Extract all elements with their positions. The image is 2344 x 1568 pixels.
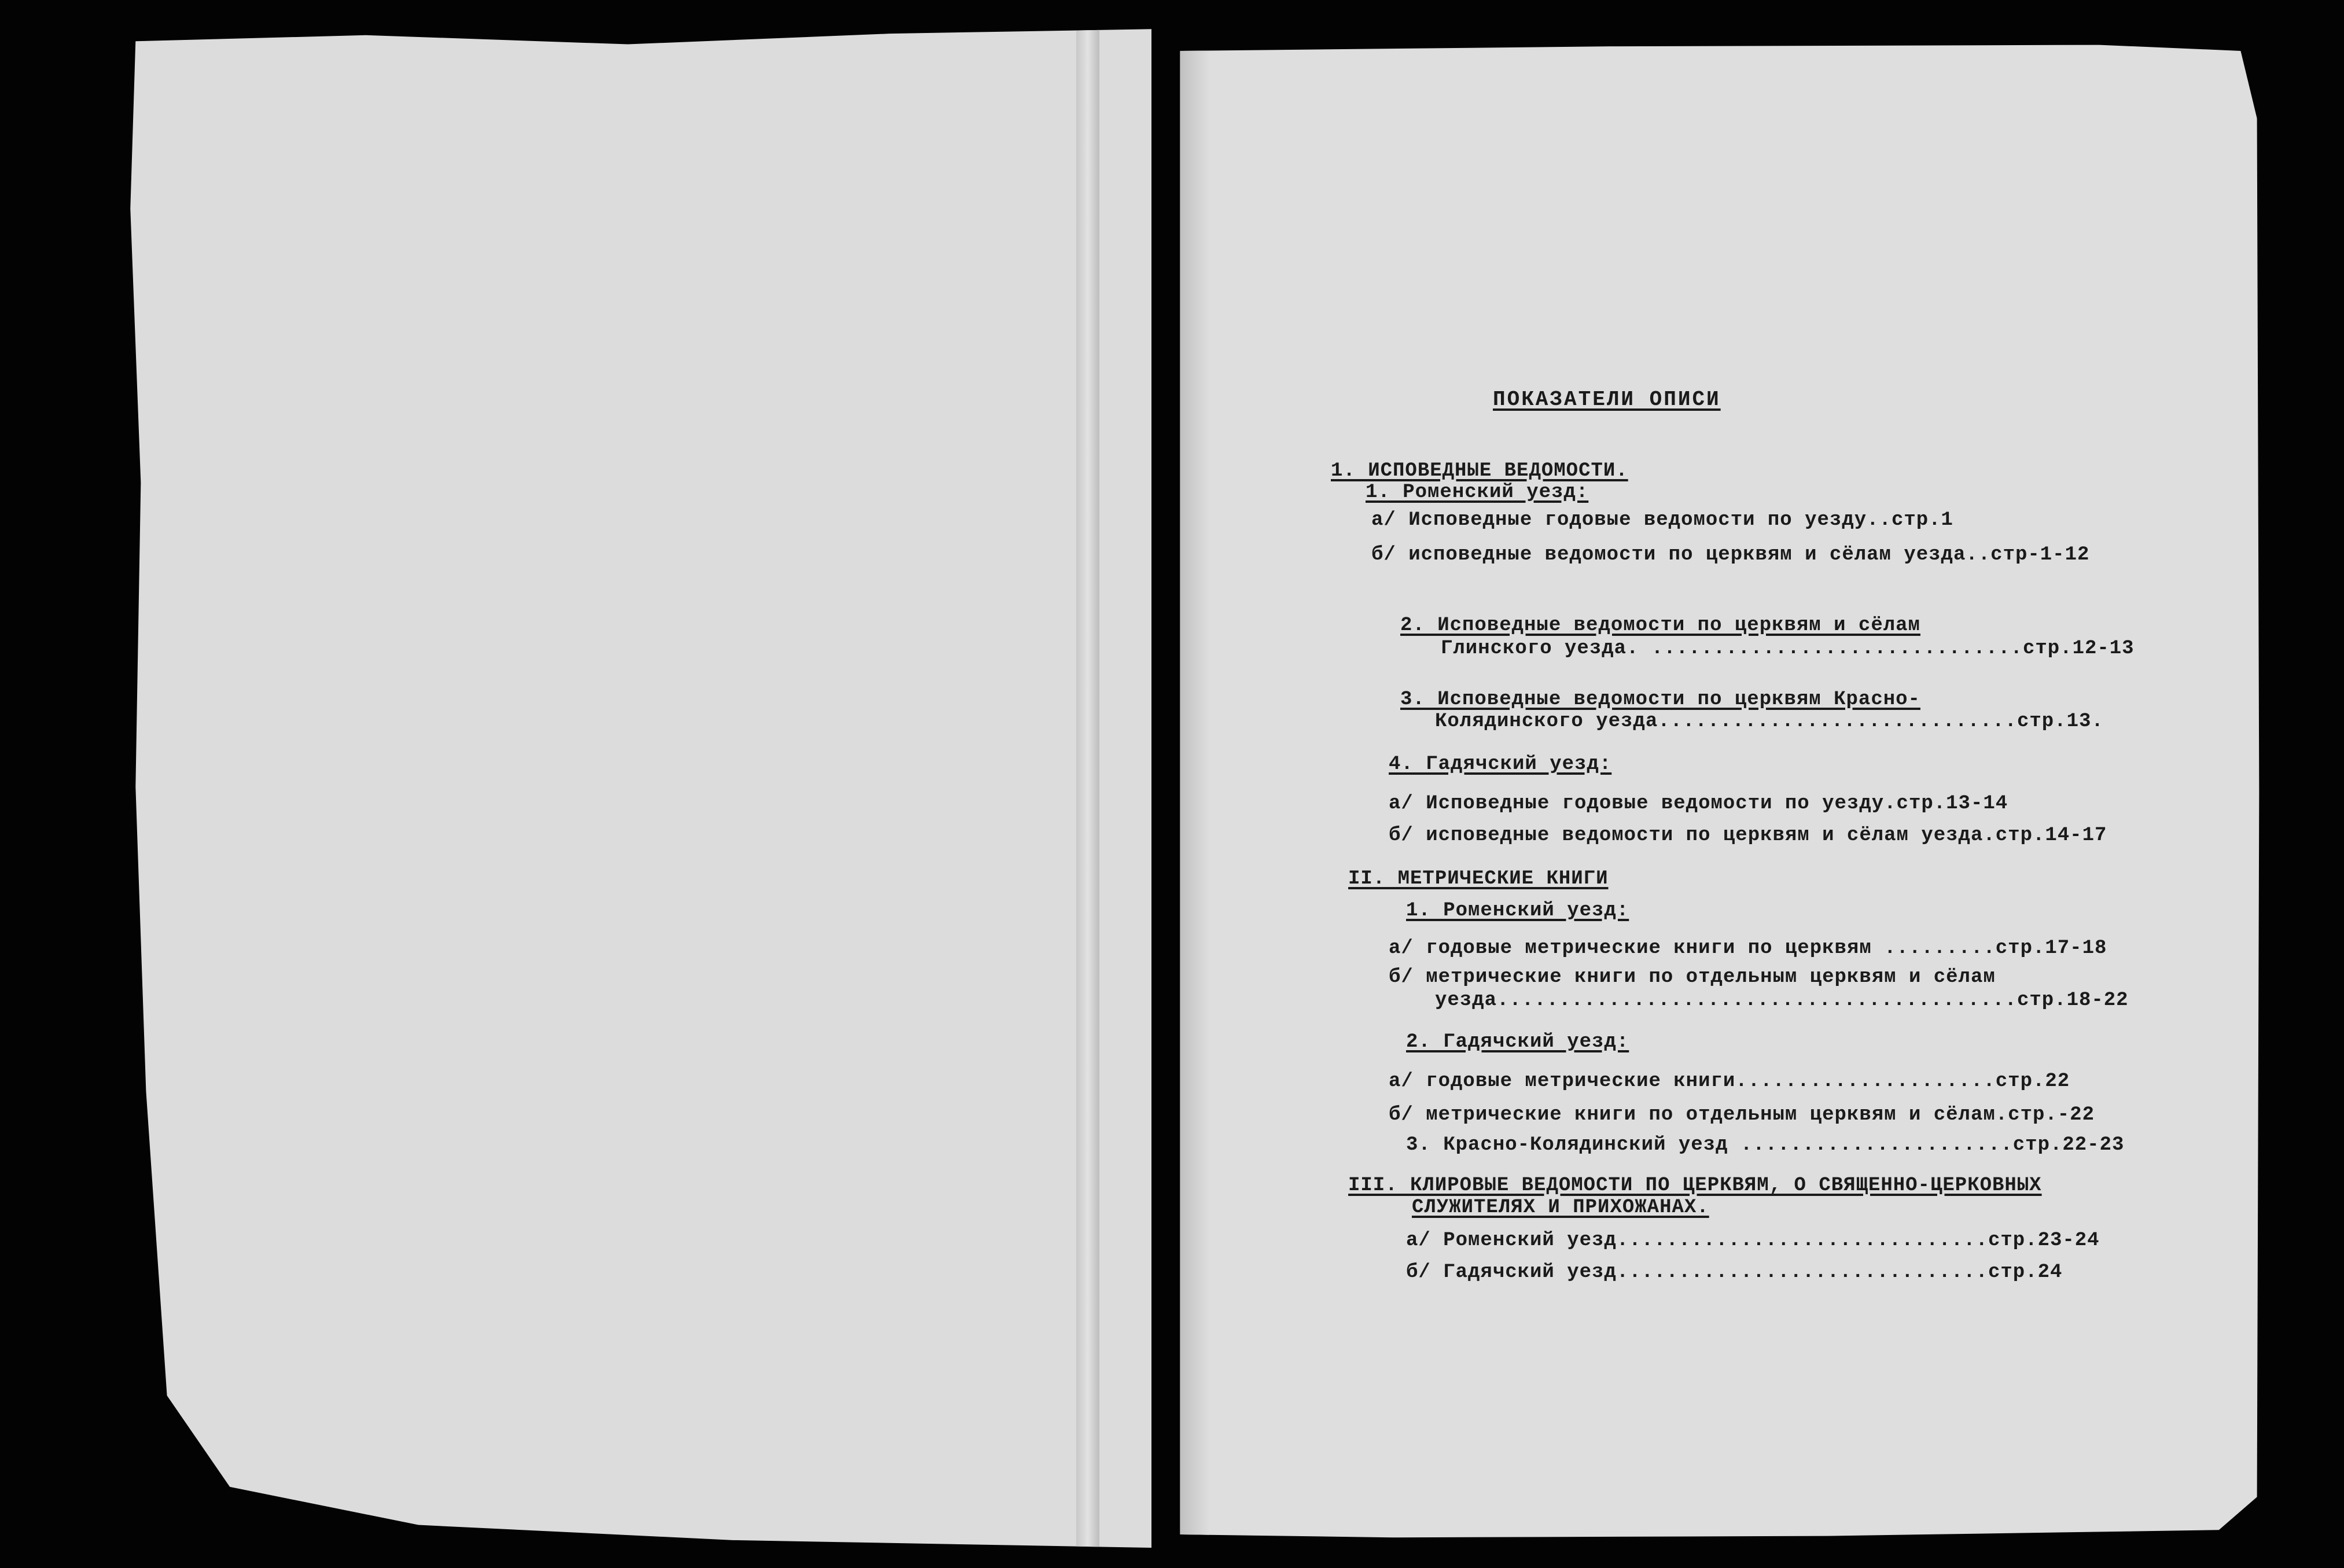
toc-line: б/ Гадячский уезд..............................стр.24 bbox=[1406, 1261, 2063, 1283]
left-blank-page bbox=[104, 26, 1151, 1548]
toc-line: а/ годовые метрические книги по церквям .........стр.17-18 bbox=[1389, 937, 2107, 959]
krasno-heading-line-1: 3. Исповедные ведомости по церквям Красно- bbox=[1400, 689, 1920, 711]
section-2-heading: II. МЕТРИЧЕСКИЕ КНИГИ bbox=[1348, 868, 1609, 890]
toc-line: уезда..........................................стр.18-22 bbox=[1435, 989, 2129, 1011]
toc-line: а/ Исповедные годовые ведомости по уезду.стр.13-14 bbox=[1389, 793, 2008, 815]
section-3-heading-cont: СЛУЖИТЕЛЯХ И ПРИХОЖАНАХ. bbox=[1412, 1197, 1709, 1219]
toc-line: б/ метрические книги по отдельным церквям и сёлам.стр.-22 bbox=[1389, 1104, 2095, 1126]
toc-line: а/ Роменский уезд..............................стр.23-24 bbox=[1406, 1230, 2100, 1252]
toc-line: а/ годовые метрические книги.....................стр.22 bbox=[1389, 1070, 2070, 1092]
toc-line: б/ исповедные ведомости по церквям и сёлам уезда.стр.14-17 bbox=[1389, 825, 2107, 846]
romny-district-heading: 1. Роменский уезд: bbox=[1366, 481, 1589, 503]
section-1-heading: 1. ИСПОВЕДНЫЕ ВЕДОМОСТИ. bbox=[1331, 460, 1628, 482]
document-title: ПОКАЗАТЕЛИ ОПИСИ bbox=[1493, 388, 1721, 411]
romny-district-heading-2: 1. Роменский уезд: bbox=[1406, 900, 1629, 922]
toc-line: а/ Исповедные годовые ведомости по уезду..стр.1 bbox=[1371, 509, 1953, 531]
binding-shadow bbox=[1175, 43, 1209, 1542]
toc-line: Колядинского уезда.............................стр.13. bbox=[1435, 711, 2104, 733]
gadyach-heading: 4. Гадячский уезд: bbox=[1389, 753, 1612, 775]
glinsk-heading-line-1: 2. Исповедные ведомости по церквям и сёлам bbox=[1400, 614, 1920, 636]
gadyach-heading-2: 2. Гадячский уезд: bbox=[1406, 1031, 1629, 1053]
toc-line: б/ метрические книги по отдельным церквям и сёлам bbox=[1389, 966, 1996, 988]
section-3-heading: III. КЛИРОВЫЕ ВЕДОМОСТИ ПО ЦЕРКВЯМ, О СВЯЩЕННО-ЦЕРКОВНЫХ bbox=[1348, 1175, 2042, 1197]
toc-line: Глинского уезда. ..............................стр.12-13 bbox=[1441, 638, 2135, 660]
page-crease bbox=[1076, 26, 1099, 1548]
toc-line: 3. Красно-Колядинский уезд ......................стр.22-23 bbox=[1406, 1134, 2125, 1156]
toc-line: б/ исповедные ведомости по церквям и сёлам уезда..стр-1-12 bbox=[1371, 544, 2090, 566]
